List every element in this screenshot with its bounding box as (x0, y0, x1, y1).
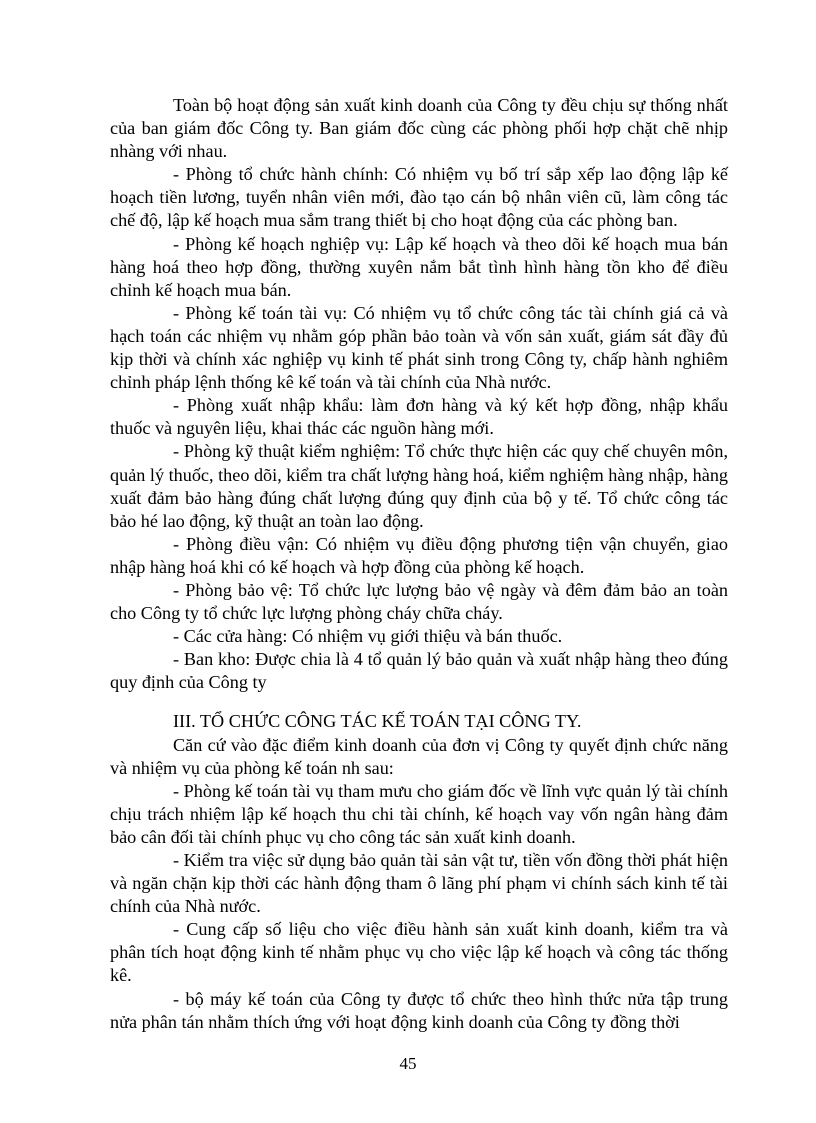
body-text (110, 94, 728, 1034)
accounting-duty-3-paragraph: - Cung cấp số liệu cho việc điều hành sản xuất kinh doanh, kiểm tra và phân tích hoạt động kinh tế nhằm phục vụ cho việc lập kế hoạch và công tác thống kê. (110, 919, 728, 986)
accounting-duty-1-paragraph: - Phòng kế toán tài vụ tham mưu cho giám đốc về lĩnh vực quản lý tài chính chịu trách nhiệm lập kế hoạch thu chi tài chính, kế hoạch vay vốn ngân hàng đảm bảo cân đối tài chính phục vụ cho công tác sản xuất kinh doanh. (110, 780, 728, 847)
security-department-paragraph: - Phòng bảo vệ: Tổ chức lực lượng bảo vệ ngày và đêm đảm bảo an toàn cho Công ty tổ chức lực lượng phòng cháy chữa cháy. (110, 579, 728, 624)
logistics-department-paragraph: - Phòng điều vận: Có nhiệm vụ điều động phương tiện vận chuyển, giao nhập hàng hoá khi có kế hoạch và hợp đồng của phòng kế hoạch. (110, 533, 728, 577)
stores-paragraph: - Các cửa hàng: Có nhiệm vụ giới thiệu và bán thuốc. (173, 626, 563, 647)
intro-paragraph: Toàn bộ hoạt động sản xuất kinh doanh của Công ty đều chịu sự thống nhất của ban giám đốc Công ty. Ban giám đốc cùng các phòng phối hợp chặt chẽ nhịp nhàng với nhau. (110, 95, 728, 162)
section-heading: III. TỔ CHỨC CÔNG TÁC KẾ TOÁN TẠI CÔNG TY. (173, 711, 582, 732)
accounting-structure-paragraph: - bộ máy kế toán của Công ty được tổ chức theo hình thức nửa tập trung nửa phân tán nhằm thích ứng với hoạt động kinh doanh của Công ty đồng thời (110, 988, 728, 1032)
accounting-intro-paragraph: Căn cứ vào đặc điểm kinh doanh của đơn vị Công ty quyết định chức năng và nhiệm vụ của phòng kế toán nh sau: (110, 734, 728, 778)
import-export-department-paragraph: - Phòng xuất nhập khẩu: làm đơn hàng và ký kết hợp đồng, nhập khẩu thuốc và nguyên liệu, khai thác các nguồn hàng mới. (110, 395, 728, 439)
accounting-duty-2-paragraph: - Kiểm tra việc sử dụng bảo quản tài sản vật tư, tiền vốn đồng thời phát hiện và ngăn chặn kịp thời các hành động tham ô lãng phí phạm vi chính sách kinh tế tài chính của Nhà nước. (110, 850, 728, 917)
warehouse-paragraph: - Ban kho: Được chia là 4 tổ quản lý bảo quản và xuất nhập hàng theo đúng quy định của Công ty (110, 649, 728, 693)
page-number: 45 (399, 1054, 417, 1073)
quality-control-department-paragraph: - Phòng kỹ thuật kiểm nghiệm: Tổ chức thực hiện các quy chế chuyên môn, quản lý thuốc, theo dõi, kiểm tra chất lượng hàng hoá, kiểm nghiệm hàng nhập, hàng xuất đảm bảo hàng đúng chất lượng đúng quy định của bộ y tế. Tổ chức công tác bảo hé lao động, kỹ thuật an toàn lao động. (110, 441, 729, 531)
admin-department-paragraph: - Phòng tổ chức hành chính: Có nhiệm vụ bố trí sắp xếp lao động lập kế hoạch tiền lương, tuyển nhân viên mới, đào tạo cán bộ nhân viên cũ, làm công tác chế độ, lập kế hoạch mua sắm trang thiết bị cho hoạt động của các phòng ban. (110, 164, 728, 231)
finance-department-paragraph: - Phòng kế toán tài vụ: Có nhiệm vụ tổ chức công tác tài chính giá cả và hạch toán các nhiệm vụ nhằm góp phần bảo toàn và vốn sản xuất, giám sát đầy đủ kịp thời và chính xác nghiệp vụ kinh tế phát sinh trong Công ty, chấp hành nghiêm chỉnh pháp lệnh thống kê kế toán và tài chính của Nhà nước. (110, 302, 728, 393)
planning-department-paragraph: - Phòng kế hoạch nghiệp vụ: Lập kế hoạch và theo dõi kế hoạch mua bán hàng hoá theo hợp đồng, thường xuyên nắm bắt tình hình hàng tồn kho để điều chỉnh kế hoạch mua bán. (110, 233, 728, 300)
